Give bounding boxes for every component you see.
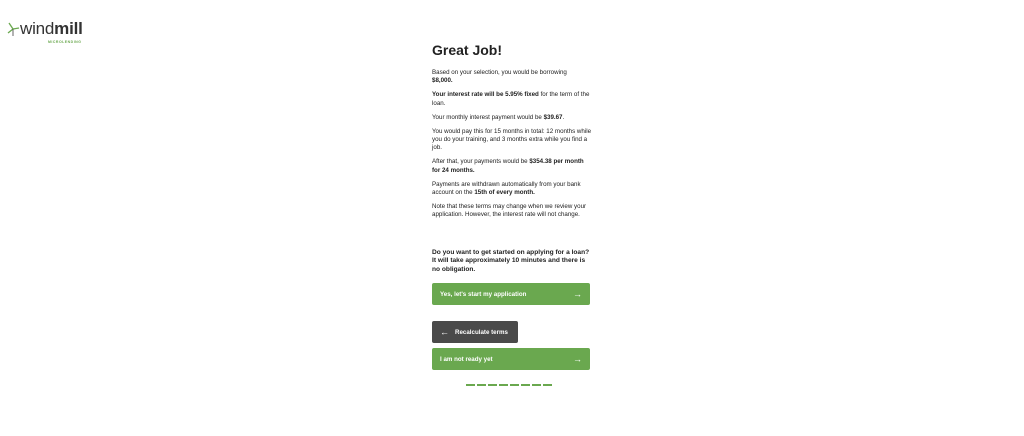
windmill-icon [6, 22, 20, 36]
progress-step [543, 384, 552, 386]
progress-step [532, 384, 541, 386]
progress-step [488, 384, 497, 386]
progress-step [510, 384, 519, 386]
logo-tagline: MICROLENDING [48, 40, 82, 44]
apply-question: Do you want to get started on applying for a loan? It will take approximately 10 minutes and there is no obligation. [432, 248, 590, 274]
recalculate-terms-label: Recalculate terms [455, 328, 508, 336]
payment-period-text: You would pay this for 15 months in total: 12 months while you do your training, and 3 months extra while you find a job. [432, 127, 592, 152]
not-ready-button[interactable] [432, 348, 590, 370]
progress-step [477, 384, 486, 386]
start-application-label: Yes, let's start my application [440, 290, 527, 298]
progress-step [499, 384, 508, 386]
withdrawal-text: Payments are withdrawn automatically from your bank account on the 15th of every month. [432, 180, 581, 196]
results-panel [432, 42, 592, 386]
start-application-button[interactable] [432, 283, 590, 305]
terms-note-text: Note that these terms may change when we review your application. However, the interest rate will not change. [432, 202, 587, 219]
recalculate-terms-button[interactable] [432, 321, 518, 343]
progress-step [521, 384, 530, 386]
progress-step [466, 384, 475, 386]
not-ready-label: I am not ready yet [440, 355, 493, 363]
arrow-left-icon: ← [440, 326, 449, 337]
windmill-logo[interactable] [6, 19, 83, 44]
borrow-amount-text: Based on your selection, you would be borrowing $8,000. [432, 69, 567, 85]
progress-indicator [466, 384, 592, 386]
page-title: Great Job! [432, 42, 503, 58]
payment-amount-text: After that, your payments would be $354.38 per month for 24 months. [432, 158, 584, 174]
arrow-right-icon: → [573, 288, 582, 299]
logo-wordmark: windmill [20, 19, 83, 38]
arrow-right-icon: → [573, 353, 582, 364]
monthly-interest-text: Your monthly interest payment would be $39.67. [432, 113, 565, 121]
interest-rate-text: Your interest rate will be 5.95% fixed for the term of the loan. [432, 91, 590, 107]
